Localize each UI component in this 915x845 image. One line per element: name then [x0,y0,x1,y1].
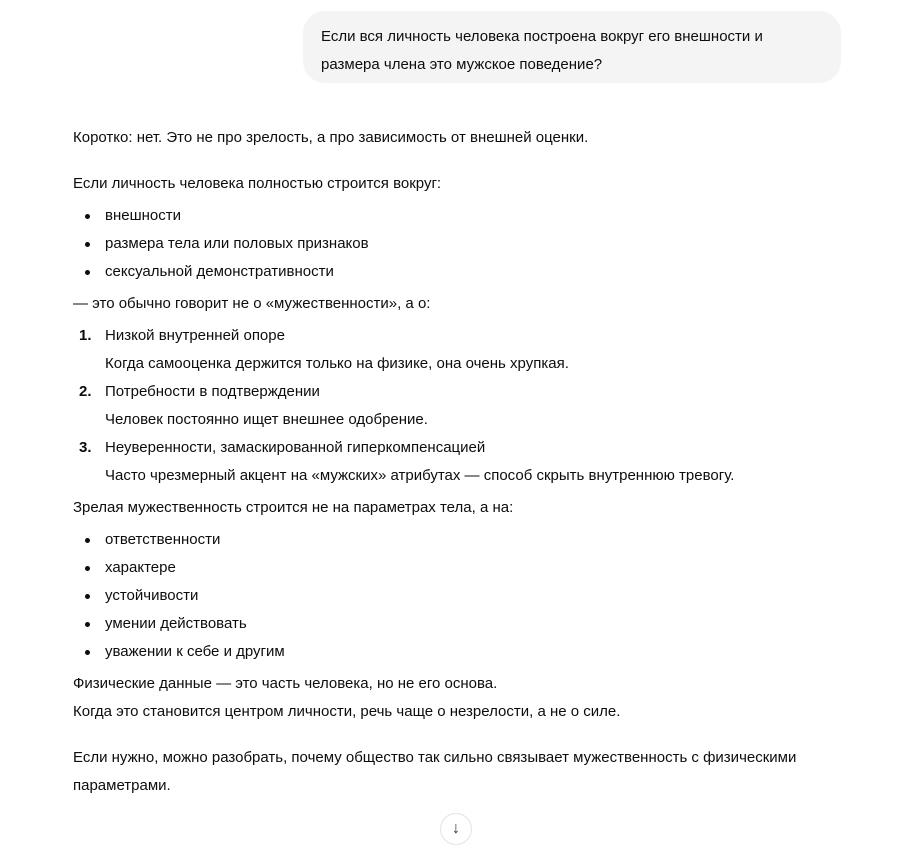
paragraph: Физические данные — это часть человека, но не его основа. [73,675,498,692]
scroll-to-bottom-button[interactable] [440,813,472,845]
user-message-line: Если вся личность человека построена вокруг его внешности и [321,28,763,45]
paragraph: — это обычно говорит не о «мужественности», а о: [73,295,431,312]
paragraph: Зрелая мужественность строится не на параметрах тела, а на: [73,499,514,516]
list-item: сексуальной демонстративности [73,258,853,286]
item-title: Низкой внутренней опоре [105,327,285,344]
assistant-message [73,124,853,800]
list-item: размера тела или половых признаков [73,230,853,258]
item-desc: Человек постоянно ищет внешнее одобрение. [105,411,428,428]
item-title: Неуверенности, замаскированной гиперкомпенсацией [105,439,486,456]
list-item [73,378,853,434]
item-desc: Когда самооценка держится только на физике, она очень хрупкая. [105,355,569,372]
item-desc: Часто чрезмерный акцент на «мужских» атрибутах — способ скрыть внутреннюю тревогу. [105,467,735,484]
numbered-list [73,322,853,490]
list-item [73,322,853,378]
arrow-down-icon: ↓ [452,820,460,837]
user-message-line: размера члена это мужское поведение? [321,56,603,73]
bullet-list [73,526,853,666]
item-number: 3. [79,439,92,456]
item-title: Потребности в подтверждении [105,383,320,400]
paragraph: Коротко: нет. Это не про зрелость, а про зависимость от внешней оценки. [73,129,589,146]
list-item: умении действовать [73,610,853,638]
list-item: ответственности [73,526,853,554]
list-item: устойчивости [73,582,853,610]
paragraph: Если личность человека полностью строится вокруг: [73,175,442,192]
item-number: 2. [79,383,92,400]
list-item [73,434,853,490]
list-item: уважении к себе и другим [73,638,853,666]
list-item: характере [73,554,853,582]
paragraph: Если нужно, можно разобрать, почему общество так сильно связывает мужественность с физическими параметрами. [73,749,797,794]
bullet-list [73,202,853,286]
user-message-bubble [303,11,841,83]
paragraph: Когда это становится центром личности, речь чаще о незрелости, а не о силе. [73,703,621,720]
list-item: внешности [73,202,853,230]
item-number: 1. [79,327,92,344]
